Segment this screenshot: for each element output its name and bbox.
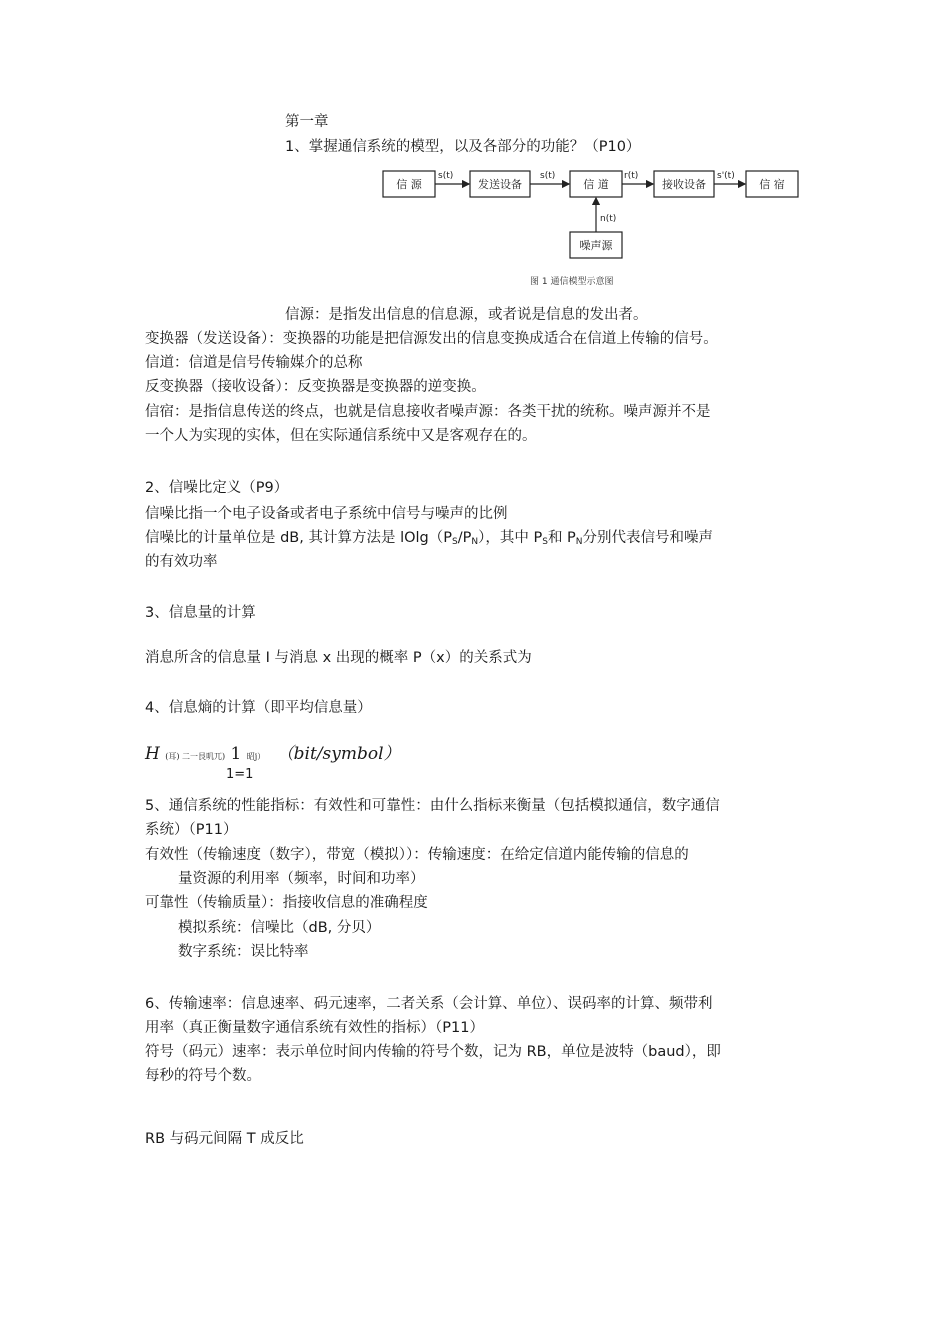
q5-line: 数字系统：误比特率	[178, 944, 309, 960]
q5-line: 可靠性（传输质量）：指接收信息的准确程度	[145, 895, 428, 911]
q6-line: RB 与码元间隔 T 成反比	[145, 1131, 304, 1147]
q2-text: 分别代表信号和噪声	[582, 530, 714, 546]
arrow-label: n(t)	[600, 214, 617, 224]
box-label: 发送设备	[478, 178, 522, 191]
arrow-label: s(t)	[438, 171, 454, 181]
q2-text: ），其中 P	[478, 530, 543, 546]
subscript-s: S	[542, 537, 548, 547]
box-label: 信 道	[583, 178, 609, 191]
entropy-formula	[145, 744, 401, 767]
q1-line: 反变换器（接收设备）：反变换器是变换器的逆变换。	[145, 379, 486, 395]
q5-line: 有效性（传输速度（数字），带宽（模拟））：传输速度：在给定信道内能传输的信息的	[145, 847, 689, 863]
subscript-n: N	[471, 537, 479, 547]
diagram-caption: 图 1 通信模型示意图	[530, 277, 614, 287]
q6-line: 每秒的符号个数。	[145, 1068, 261, 1084]
formula-garbled: (耳) 二一艮叽兀)	[165, 752, 226, 761]
q3-title: 3、信息量的计算	[145, 605, 256, 621]
q5-line: 量资源的利用率（频率，时间和功率）	[178, 871, 425, 887]
q6-line: 符号（码元）速率：表示单位时间内传输的符号个数，记为 RB，单位是波特（baud），即	[145, 1044, 721, 1060]
q4-title: 4、信息熵的计算（即平均信息量）	[145, 700, 372, 716]
formula-garbled: 昭j）	[246, 752, 266, 761]
q1-line: 变换器（发送设备）：变换器的功能是把信源发出的信息变换成适合在信道上传输的信号。	[145, 331, 718, 347]
q2-text: /P	[457, 530, 472, 546]
q2-line: 信噪比指一个电子设备或者电子系统中信号与噪声的比例	[145, 506, 508, 522]
q3-line: 消息所含的信息量 I 与消息 x 出现的概率 P（x）的关系式为	[145, 650, 532, 666]
formula-h: H	[145, 744, 160, 764]
q6-title: 6、传输速率：信息速率、码元速率，二者关系（会计算、单位）、误码率的计算、频带利	[145, 996, 713, 1012]
q2-formula-line	[145, 528, 713, 552]
q2-text: 信噪比的计量单位是 dB, 其计算方法是 lOlg（P	[145, 530, 453, 546]
q6-title-cont: 用率（真正衡量数字通信系统有效性的指标）（P11）	[145, 1020, 484, 1036]
q1-line: 一个人为实现的实体，但在实际通信系统中又是客观存在的。	[145, 428, 537, 444]
q2-title: 2、信噪比定义（P9）	[145, 480, 289, 496]
q1-line: 信源：是指发出信息的信息源，或者说是信息的发出者。	[285, 307, 648, 323]
q1-line: 信宿：是指信息传送的终点，也就是信息接收者噪声源：各类干扰的统称。噪声源并不是	[145, 404, 711, 420]
formula-index: 1=1	[226, 767, 254, 782]
formula-unit: （bit/symbol）	[276, 744, 401, 764]
communication-model-diagram	[380, 165, 805, 290]
box-label: 噪声源	[579, 239, 613, 252]
arrow-label: r(t)	[624, 171, 639, 181]
arrow-label: s(t)	[540, 171, 556, 181]
subscript-s: S	[452, 537, 458, 547]
chapter-heading: 第一章	[285, 114, 329, 130]
q1-line: 信道：信道是信号传输媒介的总称	[145, 355, 363, 371]
subscript-n: N	[575, 537, 583, 547]
q2-line: 的有效功率	[145, 554, 218, 570]
arrow-label: s'(t)	[717, 171, 735, 181]
q5-title: 5、通信系统的性能指标：有效性和可靠性：由什么指标来衡量（包括模拟通信，数字通信	[145, 798, 720, 814]
q1-title: 1、掌握通信系统的模型，以及各部分的功能？（P10）	[285, 139, 641, 155]
q5-line: 模拟系统：信噪比（dB, 分贝）	[178, 920, 381, 936]
q2-text: 和 P	[547, 530, 576, 546]
box-label: 信 宿	[759, 178, 785, 191]
box-label: 信 源	[396, 178, 422, 191]
q5-title-cont: 系统）（P11）	[145, 822, 238, 838]
formula-one: 1	[230, 744, 242, 764]
box-label: 接收设备	[662, 178, 706, 191]
